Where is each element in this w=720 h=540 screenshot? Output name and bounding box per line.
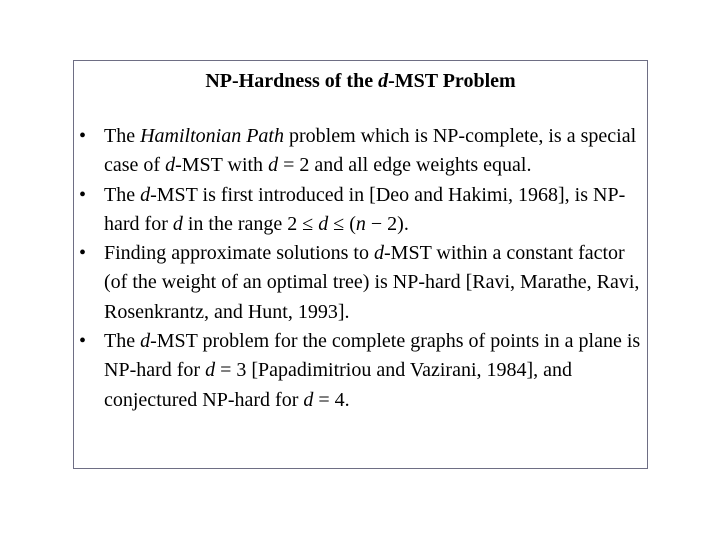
bullet-dot: • — [79, 125, 87, 147]
bullet-dot: • — [79, 183, 87, 206]
bullet-item-approximation: • Finding approximate solutions to d-MST within a constant factor (of the weight of an optimal tree) is NP-hard [Ravi, Marathe, Ravi, Rosenkrantz, and Hunt, 1993]. — [79, 239, 644, 327]
title-italic-d: d — [378, 70, 389, 92]
bullet-dot: • — [79, 330, 87, 353]
bullet-item-hamiltonian: • The Hamiltonian Path problem which is NP-complete, is a special case of d-MST with d = 2 and all edge weights equal. — [79, 122, 644, 181]
bullet-list — [79, 122, 644, 415]
bullet-item-plane-graphs: • The d-MST problem for the complete graphs of points in a plane is NP-hard for d = 3 [Papadimitriou and Vazirani, 1984], and conjectured NP-hard for d = 4. — [79, 327, 644, 415]
slide-title — [74, 69, 647, 93]
title-text-suffix: -MST Problem — [388, 70, 516, 92]
content-box — [73, 60, 648, 469]
title-text: NP-Hardness of the — [205, 70, 379, 92]
bullet-dot: • — [79, 242, 87, 265]
bullet-item-deo-hakimi: • The d-MST is first introduced in [Deo and Hakimi, 1968], is NP-hard for d in the range 2 ≤ d ≤ (n − 2). — [79, 181, 644, 240]
